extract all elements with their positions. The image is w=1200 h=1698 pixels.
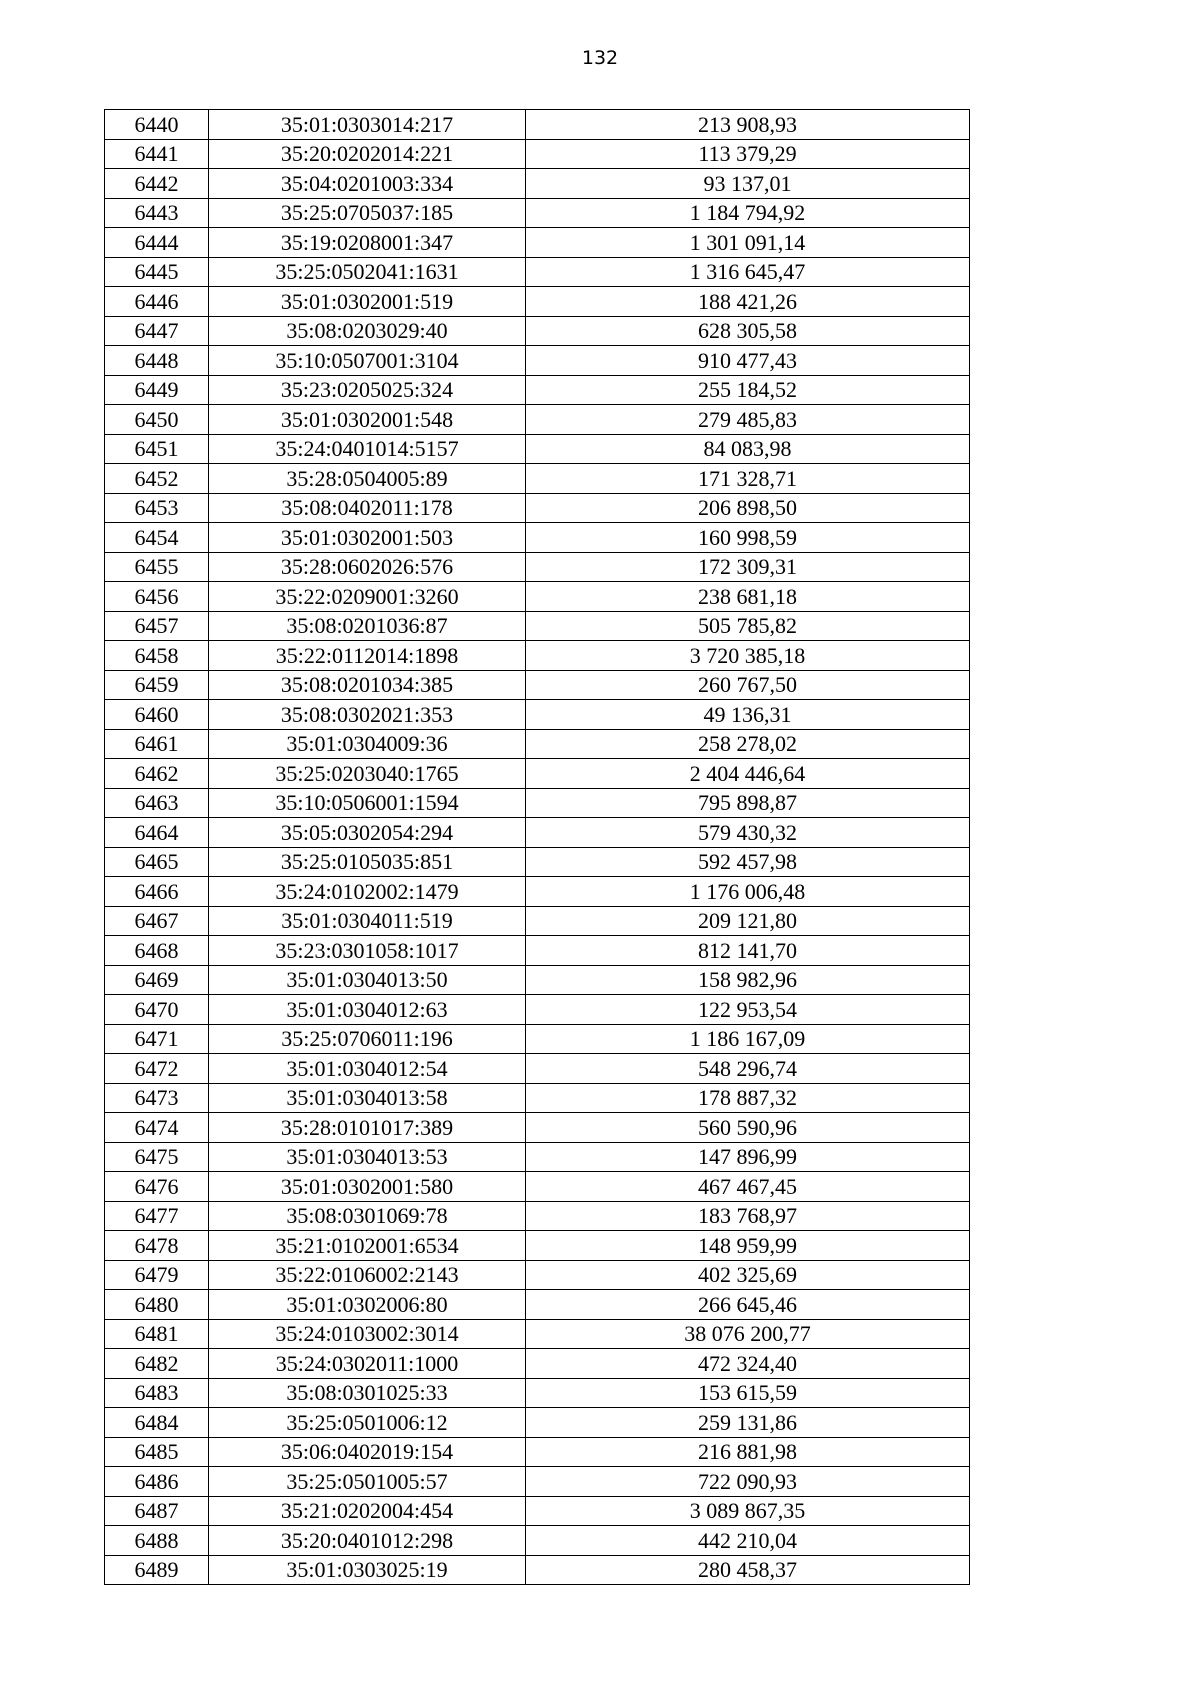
table-row [105, 582, 970, 612]
row-number-cell: 6468 [105, 936, 209, 966]
table-row [105, 139, 970, 169]
cadastral-number-cell: 35:28:0101017:389 [209, 1113, 526, 1143]
cadastral-value-cell: 188 421,26 [526, 287, 970, 317]
table-row [105, 552, 970, 582]
cadastral-number-cell: 35:22:0106002:2143 [209, 1260, 526, 1290]
table-row [105, 965, 970, 995]
cadastral-value-cell: 147 896,99 [526, 1142, 970, 1172]
row-number-cell: 6444 [105, 228, 209, 258]
cadastral-number-cell: 35:21:0202004:454 [209, 1496, 526, 1526]
cadastral-value-cell: 171 328,71 [526, 464, 970, 494]
row-number-cell: 6474 [105, 1113, 209, 1143]
cadastral-value-cell: 1 186 167,09 [526, 1024, 970, 1054]
row-number-cell: 6457 [105, 611, 209, 641]
row-number-cell: 6463 [105, 788, 209, 818]
cadastral-value-cell: 472 324,40 [526, 1349, 970, 1379]
cadastral-value-cell: 213 908,93 [526, 110, 970, 140]
table-row [105, 257, 970, 287]
row-number-cell: 6475 [105, 1142, 209, 1172]
cadastral-number-cell: 35:01:0302001:580 [209, 1172, 526, 1202]
cadastral-value-cell: 255 184,52 [526, 375, 970, 405]
cadastral-value-cell: 158 982,96 [526, 965, 970, 995]
cadastral-value-cell: 1 301 091,14 [526, 228, 970, 258]
cadastral-number-cell: 35:08:0201034:385 [209, 670, 526, 700]
row-number-cell: 6472 [105, 1054, 209, 1084]
table-row [105, 641, 970, 671]
table-row [105, 936, 970, 966]
cadastral-number-cell: 35:01:0302001:519 [209, 287, 526, 317]
cadastral-value-cell: 209 121,80 [526, 906, 970, 936]
cadastral-number-cell: 35:01:0302001:548 [209, 405, 526, 435]
table-row [105, 877, 970, 907]
cadastral-value-cell: 628 305,58 [526, 316, 970, 346]
cadastral-value-cell: 722 090,93 [526, 1467, 970, 1497]
table-row [105, 1172, 970, 1202]
cadastral-value-cell: 259 131,86 [526, 1408, 970, 1438]
row-number-cell: 6485 [105, 1437, 209, 1467]
row-number-cell: 6480 [105, 1290, 209, 1320]
cadastral-number-cell: 35:01:0303014:217 [209, 110, 526, 140]
row-number-cell: 6487 [105, 1496, 209, 1526]
cadastral-value-cell: 467 467,45 [526, 1172, 970, 1202]
cadastral-value-cell: 548 296,74 [526, 1054, 970, 1084]
cadastral-value-cell: 579 430,32 [526, 818, 970, 848]
row-number-cell: 6440 [105, 110, 209, 140]
cadastral-number-cell: 35:08:0201036:87 [209, 611, 526, 641]
cadastral-number-cell: 35:20:0202014:221 [209, 139, 526, 169]
cadastral-number-cell: 35:08:0301025:33 [209, 1378, 526, 1408]
cadastral-value-cell: 122 953,54 [526, 995, 970, 1025]
row-number-cell: 6447 [105, 316, 209, 346]
cadastral-number-cell: 35:21:0102001:6534 [209, 1231, 526, 1261]
page-number: 132 [581, 47, 619, 69]
cadastral-value-cell: 592 457,98 [526, 847, 970, 877]
row-number-cell: 6466 [105, 877, 209, 907]
cadastral-number-cell: 35:01:0302006:80 [209, 1290, 526, 1320]
cadastral-number-cell: 35:24:0103002:3014 [209, 1319, 526, 1349]
row-number-cell: 6476 [105, 1172, 209, 1202]
cadastral-number-cell: 35:01:0304013:53 [209, 1142, 526, 1172]
cadastral-value-cell: 402 325,69 [526, 1260, 970, 1290]
cadastral-value-cell: 505 785,82 [526, 611, 970, 641]
table-row [105, 1054, 970, 1084]
cadastral-number-cell: 35:24:0102002:1479 [209, 877, 526, 907]
cadastral-value-cell: 1 184 794,92 [526, 198, 970, 228]
cadastral-number-cell: 35:08:0301069:78 [209, 1201, 526, 1231]
cadastral-number-cell: 35:19:0208001:347 [209, 228, 526, 258]
cadastral-number-cell: 35:25:0501005:57 [209, 1467, 526, 1497]
row-number-cell: 6449 [105, 375, 209, 405]
table-row [105, 110, 970, 140]
cadastral-value-cell: 49 136,31 [526, 700, 970, 730]
cadastral-value-cell: 38 076 200,77 [526, 1319, 970, 1349]
table-row [105, 1496, 970, 1526]
table-row [105, 818, 970, 848]
table-row [105, 1290, 970, 1320]
row-number-cell: 6486 [105, 1467, 209, 1497]
table-row [105, 1113, 970, 1143]
cadastral-value-cell: 238 681,18 [526, 582, 970, 612]
cadastral-value-cell: 560 590,96 [526, 1113, 970, 1143]
cadastral-number-cell: 35:01:0304011:519 [209, 906, 526, 936]
table-row [105, 169, 970, 199]
cadastral-value-cell: 148 959,99 [526, 1231, 970, 1261]
row-number-cell: 6460 [105, 700, 209, 730]
cadastral-number-cell: 35:01:0304012:63 [209, 995, 526, 1025]
table-row [105, 1201, 970, 1231]
cadastral-number-cell: 35:05:0302054:294 [209, 818, 526, 848]
row-number-cell: 6470 [105, 995, 209, 1025]
table-row [105, 493, 970, 523]
table-row [105, 346, 970, 376]
cadastral-number-cell: 35:01:0304009:36 [209, 729, 526, 759]
table-row [105, 434, 970, 464]
table-row [105, 1467, 970, 1497]
row-number-cell: 6450 [105, 405, 209, 435]
cadastral-number-cell: 35:01:0304012:54 [209, 1054, 526, 1084]
table-row [105, 1437, 970, 1467]
row-number-cell: 6441 [105, 139, 209, 169]
cadastral-value-cell: 280 458,37 [526, 1555, 970, 1585]
table-row [105, 1408, 970, 1438]
cadastral-number-cell: 35:08:0402011:178 [209, 493, 526, 523]
cadastral-value-cell: 266 645,46 [526, 1290, 970, 1320]
cadastral-number-cell: 35:01:0304013:58 [209, 1083, 526, 1113]
cadastral-value-cell: 84 083,98 [526, 434, 970, 464]
cadastral-number-cell: 35:28:0602026:576 [209, 552, 526, 582]
cadastral-value-cell: 178 887,32 [526, 1083, 970, 1113]
cadastral-number-cell: 35:23:0301058:1017 [209, 936, 526, 966]
table-row [105, 464, 970, 494]
cadastral-value-table [104, 109, 970, 1585]
cadastral-number-cell: 35:04:0201003:334 [209, 169, 526, 199]
row-number-cell: 6484 [105, 1408, 209, 1438]
cadastral-value-cell: 153 615,59 [526, 1378, 970, 1408]
table-row [105, 847, 970, 877]
row-number-cell: 6473 [105, 1083, 209, 1113]
row-number-cell: 6462 [105, 759, 209, 789]
row-number-cell: 6478 [105, 1231, 209, 1261]
cadastral-value-cell: 160 998,59 [526, 523, 970, 553]
row-number-cell: 6448 [105, 346, 209, 376]
row-number-cell: 6483 [105, 1378, 209, 1408]
cadastral-value-cell: 279 485,83 [526, 405, 970, 435]
table-row [105, 906, 970, 936]
cadastral-value-cell: 183 768,97 [526, 1201, 970, 1231]
row-number-cell: 6452 [105, 464, 209, 494]
cadastral-value-cell: 113 379,29 [526, 139, 970, 169]
row-number-cell: 6458 [105, 641, 209, 671]
table-body [105, 110, 970, 1585]
cadastral-value-cell: 2 404 446,64 [526, 759, 970, 789]
row-number-cell: 6479 [105, 1260, 209, 1290]
cadastral-value-cell: 206 898,50 [526, 493, 970, 523]
row-number-cell: 6469 [105, 965, 209, 995]
cadastral-value-cell: 260 767,50 [526, 670, 970, 700]
row-number-cell: 6461 [105, 729, 209, 759]
cadastral-number-cell: 35:25:0501006:12 [209, 1408, 526, 1438]
cadastral-value-cell: 442 210,04 [526, 1526, 970, 1556]
cadastral-value-cell: 1 316 645,47 [526, 257, 970, 287]
cadastral-value-cell: 93 137,01 [526, 169, 970, 199]
row-number-cell: 6477 [105, 1201, 209, 1231]
cadastral-number-cell: 35:22:0112014:1898 [209, 641, 526, 671]
table-row [105, 611, 970, 641]
row-number-cell: 6488 [105, 1526, 209, 1556]
table-row [105, 995, 970, 1025]
cadastral-value-cell: 812 141,70 [526, 936, 970, 966]
table-row [105, 375, 970, 405]
cadastral-number-cell: 35:08:0203029:40 [209, 316, 526, 346]
cadastral-value-cell: 910 477,43 [526, 346, 970, 376]
table-row [105, 788, 970, 818]
cadastral-number-cell: 35:24:0302011:1000 [209, 1349, 526, 1379]
row-number-cell: 6471 [105, 1024, 209, 1054]
cadastral-value-cell: 3 720 385,18 [526, 641, 970, 671]
table-row [105, 316, 970, 346]
table-row [105, 1378, 970, 1408]
table-row [105, 1231, 970, 1261]
cadastral-number-cell: 35:20:0401012:298 [209, 1526, 526, 1556]
table-row [105, 1260, 970, 1290]
row-number-cell: 6443 [105, 198, 209, 228]
cadastral-number-cell: 35:25:0502041:1631 [209, 257, 526, 287]
row-number-cell: 6489 [105, 1555, 209, 1585]
cadastral-number-cell: 35:24:0401014:5157 [209, 434, 526, 464]
row-number-cell: 6481 [105, 1319, 209, 1349]
row-number-cell: 6464 [105, 818, 209, 848]
cadastral-number-cell: 35:06:0402019:154 [209, 1437, 526, 1467]
table-row [105, 523, 970, 553]
cadastral-value-cell: 1 176 006,48 [526, 877, 970, 907]
cadastral-number-cell: 35:10:0506001:1594 [209, 788, 526, 818]
row-number-cell: 6455 [105, 552, 209, 582]
table-row [105, 1555, 970, 1585]
cadastral-number-cell: 35:25:0203040:1765 [209, 759, 526, 789]
table-row [105, 198, 970, 228]
row-number-cell: 6467 [105, 906, 209, 936]
cadastral-number-cell: 35:25:0706011:196 [209, 1024, 526, 1054]
table-row [105, 700, 970, 730]
table-row [105, 1083, 970, 1113]
row-number-cell: 6465 [105, 847, 209, 877]
table-row [105, 670, 970, 700]
cadastral-number-cell: 35:01:0304013:50 [209, 965, 526, 995]
cadastral-number-cell: 35:22:0209001:3260 [209, 582, 526, 612]
cadastral-value-cell: 172 309,31 [526, 552, 970, 582]
row-number-cell: 6459 [105, 670, 209, 700]
table-row [105, 405, 970, 435]
table-row [105, 287, 970, 317]
cadastral-value-cell: 795 898,87 [526, 788, 970, 818]
row-number-cell: 6456 [105, 582, 209, 612]
row-number-cell: 6451 [105, 434, 209, 464]
table-row [105, 759, 970, 789]
table-row [105, 1349, 970, 1379]
cadastral-value-cell: 3 089 867,35 [526, 1496, 970, 1526]
cadastral-number-cell: 35:10:0507001:3104 [209, 346, 526, 376]
cadastral-number-cell: 35:25:0705037:185 [209, 198, 526, 228]
table-row [105, 1142, 970, 1172]
cadastral-value-cell: 216 881,98 [526, 1437, 970, 1467]
cadastral-number-cell: 35:23:0205025:324 [209, 375, 526, 405]
cadastral-number-cell: 35:28:0504005:89 [209, 464, 526, 494]
row-number-cell: 6445 [105, 257, 209, 287]
table-row [105, 1024, 970, 1054]
table-row [105, 1526, 970, 1556]
table-row [105, 729, 970, 759]
cadastral-number-cell: 35:08:0302021:353 [209, 700, 526, 730]
cadastral-number-cell: 35:25:0105035:851 [209, 847, 526, 877]
table-row [105, 1319, 970, 1349]
row-number-cell: 6442 [105, 169, 209, 199]
cadastral-value-cell: 258 278,02 [526, 729, 970, 759]
row-number-cell: 6453 [105, 493, 209, 523]
row-number-cell: 6446 [105, 287, 209, 317]
row-number-cell: 6482 [105, 1349, 209, 1379]
cadastral-number-cell: 35:01:0302001:503 [209, 523, 526, 553]
row-number-cell: 6454 [105, 523, 209, 553]
table-row [105, 228, 970, 258]
cadastral-number-cell: 35:01:0303025:19 [209, 1555, 526, 1585]
